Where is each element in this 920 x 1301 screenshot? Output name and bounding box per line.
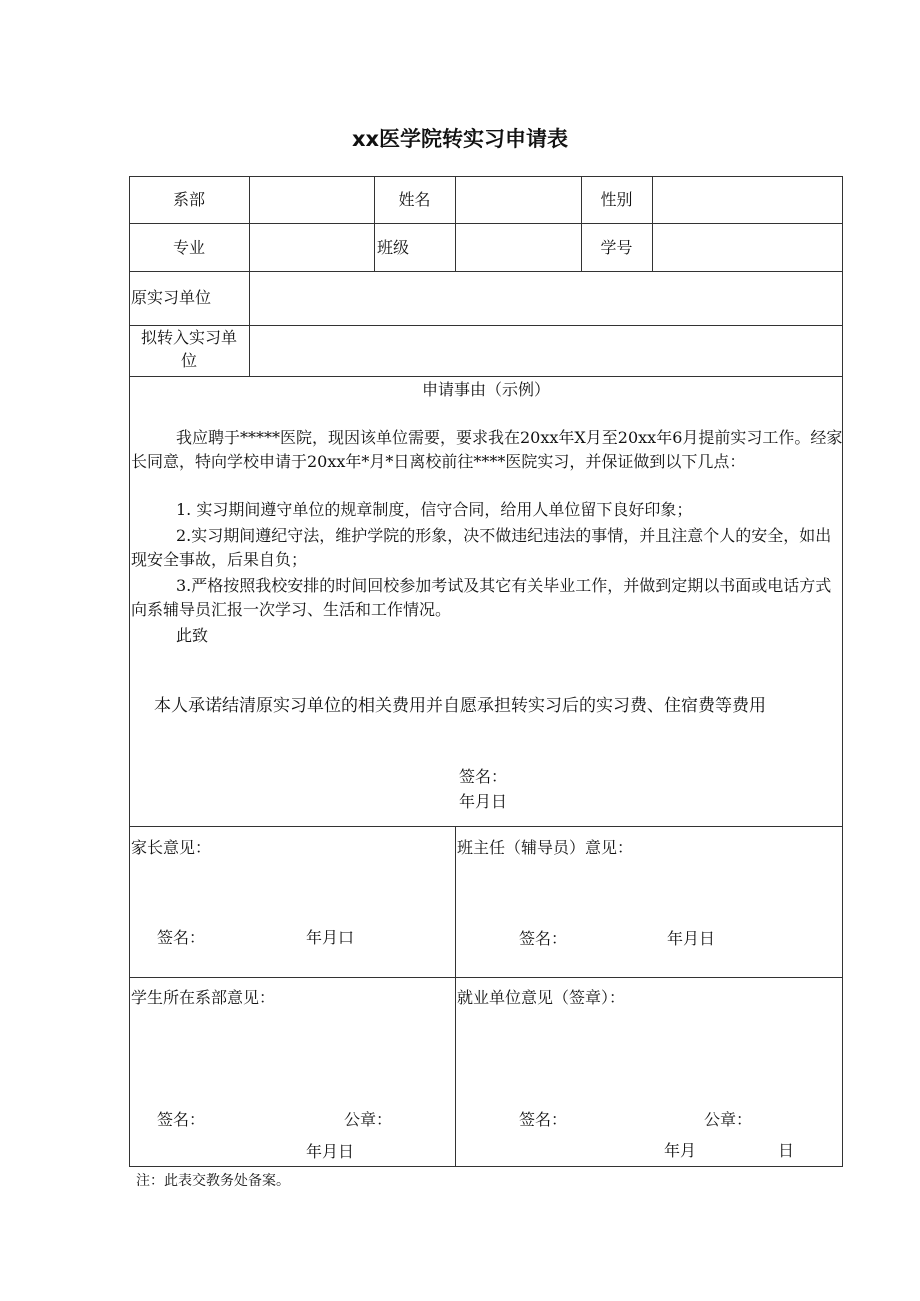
form-title: xx医学院转实习申请表 <box>351 127 569 151</box>
gender-field[interactable] <box>653 178 842 222</box>
reason-point-2: 2.实习期间遵纪守法，维护学院的形象，决不做违纪违法的事情，并且注意个人的安全，如出现安全事故，后果自负； <box>131 526 832 569</box>
counselor-sign-label: 签名： <box>519 929 568 948</box>
major-field[interactable] <box>250 225 373 270</box>
major-label: 专业 <box>172 238 205 257</box>
department-field[interactable] <box>250 178 373 222</box>
department-date-label: 年月日 <box>306 1142 355 1161</box>
parent-sign-label: 签名： <box>157 928 206 947</box>
parent-date-label: 年月口 <box>306 928 355 947</box>
department-seal-label: 公章： <box>344 1110 393 1129</box>
row-divider <box>129 977 843 978</box>
reason-point-3: 3.严格按照我校安排的时间回校参加考试及其它有关毕业工作，并做到定期以书面或电话方式向系辅导员汇报一次学习、生活和工作情况。 <box>131 576 832 619</box>
student-id-label: 学号 <box>600 238 633 257</box>
reason-intro: 我应聘于*****医院，现因该单位需要，要求我在20xx年X月至20xx年6月提前实习工作。经家长同意，特向学校申请于20xx年*月*日离校前往****医院实习，并保证做到以下几点： <box>131 428 843 471</box>
employer-opinion-label: 就业单位意见（签章）： <box>457 988 626 1007</box>
row-divider <box>129 223 843 224</box>
applicant-sign-label: 签名： <box>459 767 508 786</box>
parent-opinion-field[interactable] <box>131 862 453 922</box>
new-unit-field[interactable] <box>250 327 842 375</box>
reason-heading: 申请事由（示例） <box>421 380 550 399</box>
applicant-date-label: 年月日 <box>459 792 508 811</box>
row-divider <box>129 826 843 827</box>
counselor-opinion-label: 班主任（辅导员）意见： <box>457 838 634 857</box>
employer-date-month-label: 年月 <box>664 1141 697 1160</box>
name-label: 姓名 <box>398 190 431 209</box>
employer-sign-label: 签名： <box>519 1110 568 1129</box>
employer-date-day-label: 日 <box>778 1141 795 1160</box>
name-field[interactable] <box>456 178 580 222</box>
reason-point-1: 1. 实习期间遵守单位的规章制度，信守合同，给用人单位留下良好印象； <box>176 500 693 519</box>
counselor-date-label: 年月日 <box>667 929 716 948</box>
class-field[interactable] <box>456 225 580 270</box>
employer-seal-label: 公章： <box>704 1110 753 1129</box>
department-opinion-label: 学生所在系部意见： <box>131 988 276 1007</box>
original-unit-label: 原实习单位 <box>131 288 212 307</box>
department-opinion-field[interactable] <box>131 1012 453 1102</box>
parent-opinion-label: 家长意见： <box>131 838 212 857</box>
column-divider <box>455 826 456 1167</box>
row-divider <box>129 376 843 377</box>
commitment-statement: 本人承诺结清原实习单位的相关费用并自愿承担转实习后的实习费、住宿费等费用 <box>154 696 766 716</box>
gender-label: 性别 <box>600 190 633 209</box>
class-label: 班级 <box>377 238 410 257</box>
employer-opinion-field[interactable] <box>457 1012 841 1102</box>
department-label: 系部 <box>172 190 205 209</box>
closing-salutation: 此致 <box>176 626 209 645</box>
footnote: 注：此表交教务处备案。 <box>136 1173 290 1189</box>
original-unit-field[interactable] <box>250 273 842 324</box>
new-unit-label-line2: 位 <box>180 351 197 370</box>
counselor-opinion-field[interactable] <box>457 862 841 922</box>
new-unit-label-line1: 拟转入实习单 <box>140 328 237 347</box>
department-sign-label: 签名： <box>157 1110 206 1129</box>
student-id-field[interactable] <box>653 225 842 270</box>
row-divider <box>129 271 843 272</box>
row-divider <box>129 325 843 326</box>
